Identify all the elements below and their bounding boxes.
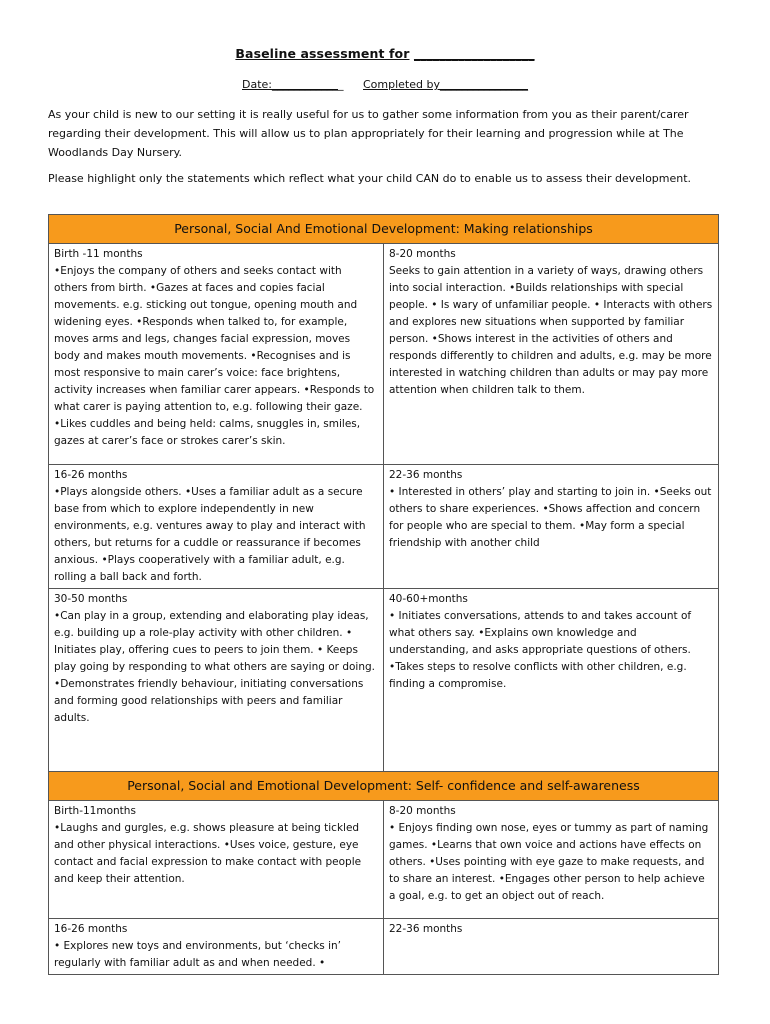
milestone-text: •Laughs and gurgles, e.g. shows pleasure at being tickled and other physical interactions. •Uses voice, gesture, eye contact and facial expression to make contact with people and keep their attention. <box>54 822 362 885</box>
page-title <box>0 46 770 61</box>
milestone-cell[interactable] <box>49 244 384 465</box>
milestone-cell[interactable] <box>384 244 719 465</box>
milestone-cell[interactable] <box>49 801 384 919</box>
instruction-paragraph: Please highlight only the statements which reflect what your child CAN do to enable us to assess their development. <box>48 172 692 185</box>
milestone-text: •Enjoys the company of others and seeks contact with others from birth. •Gazes at faces and copies facial movements. e.g. sticking out tongue, opening mouth and widening eyes. •Responds when talked to, for example, moves arms and legs, changes facial expression, moves body and makes mouth movements. •Recognises and is most responsive to main carer’s voice: face brightens, activity increases when familiar carer appears. •Responds to what carer is paying attention to, e.g. following their gaze. •Likes cuddles and being held: calms, snuggles in, smiles, gazes at carer’s face or strokes carer’s skin. <box>54 265 375 447</box>
milestone-text: Seeks to gain attention in a variety of ways, drawing others into social interaction. •Builds relationships with special people. • Is wary of unfamiliar people. • Interacts with others and explores new situations when supported by familiar person. •Shows interest in the activities of others and responds differently to children and adults, e.g. may be more interested in watching children than adults or may pay more attention when children talk to them. <box>389 265 713 396</box>
making-relationships-table <box>48 214 719 775</box>
milestone-text: • Interested in others’ play and starting to join in. •Seeks out others to share experiences. •Shows affection and concern for people who are special to them. •May form a special friendship with another child <box>389 486 712 549</box>
completed-by-field[interactable]: Completed by________________ <box>363 78 528 91</box>
section-heading: Personal, Social and Emotional Development: Self- confidence and self-awareness <box>49 772 719 801</box>
milestone-cell[interactable] <box>49 919 384 975</box>
age-range: 22-36 months <box>389 923 463 935</box>
milestone-cell[interactable] <box>384 919 719 975</box>
milestone-text: •Can play in a group, extending and elaborating play ideas, e.g. building up a role-play activity with other children. • Initiates play, offering cues to peers to join them. • Keeps play going by responding to what others are saying or doing. •Demonstrates friendly behaviour, initiating conversations and forming good relationships with peers and familiar adults. <box>54 610 375 724</box>
milestone-text: •Plays alongside others. •Uses a familiar adult as a secure base from which to explore independently in new environments, e.g. ventures away to play and interact with others, but returns for a cuddle or reassurance if becomes anxious. •Plays cooperatively with a familiar adult, e.g. rolling a ball back and forth. <box>54 486 366 583</box>
milestone-cell[interactable] <box>384 589 719 775</box>
section-heading: Personal, Social And Emotional Development: Making relationships <box>49 215 719 244</box>
age-range: 8-20 months <box>389 805 456 817</box>
self-confidence-table <box>48 771 719 975</box>
title-text: Baseline assessment for <box>235 46 410 61</box>
age-range: 16-26 months <box>54 923 128 935</box>
intro-paragraph: As your child is new to our setting it is really useful for us to gather some information from you as their parent/carer regarding their development. This will allow us to plan appropriately for their learning and progression while at The Woodlands Day Nursery. <box>48 108 689 159</box>
milestone-cell[interactable] <box>49 465 384 589</box>
milestone-cell[interactable] <box>384 801 719 919</box>
milestone-cell[interactable] <box>49 589 384 775</box>
age-range: Birth -11 months <box>54 248 143 260</box>
date-separator: _ <box>338 78 344 91</box>
date-field[interactable]: Date:____________ <box>242 78 338 91</box>
milestone-text: • Enjoys finding own nose, eyes or tummy as part of naming games. •Learns that own voice and actions have effects on others. •Uses pointing with eye gaze to make requests, and to share an interest. •Engages other person to help achieve a goal, e.g. to get an object out of reach. <box>389 822 709 902</box>
age-range: 40-60+months <box>389 593 468 605</box>
milestone-text: • Explores new toys and environments, but ‘checks in’ regularly with familiar adult as and when needed. • <box>54 940 342 969</box>
title-blank: ___________________ <box>413 46 535 61</box>
age-range: 22-36 months <box>389 469 463 481</box>
age-range: 30-50 months <box>54 593 128 605</box>
milestone-text: • Initiates conversations, attends to and takes account of what others say. •Explains own knowledge and understanding, and asks appropriate questions of others. •Takes steps to resolve conflicts with other children, e.g. finding a compromise. <box>389 610 692 690</box>
age-range: 8-20 months <box>389 248 456 260</box>
age-range: 16-26 months <box>54 469 128 481</box>
milestone-cell[interactable] <box>384 465 719 589</box>
age-range: Birth-11months <box>54 805 136 817</box>
date-completed-line <box>0 78 770 91</box>
